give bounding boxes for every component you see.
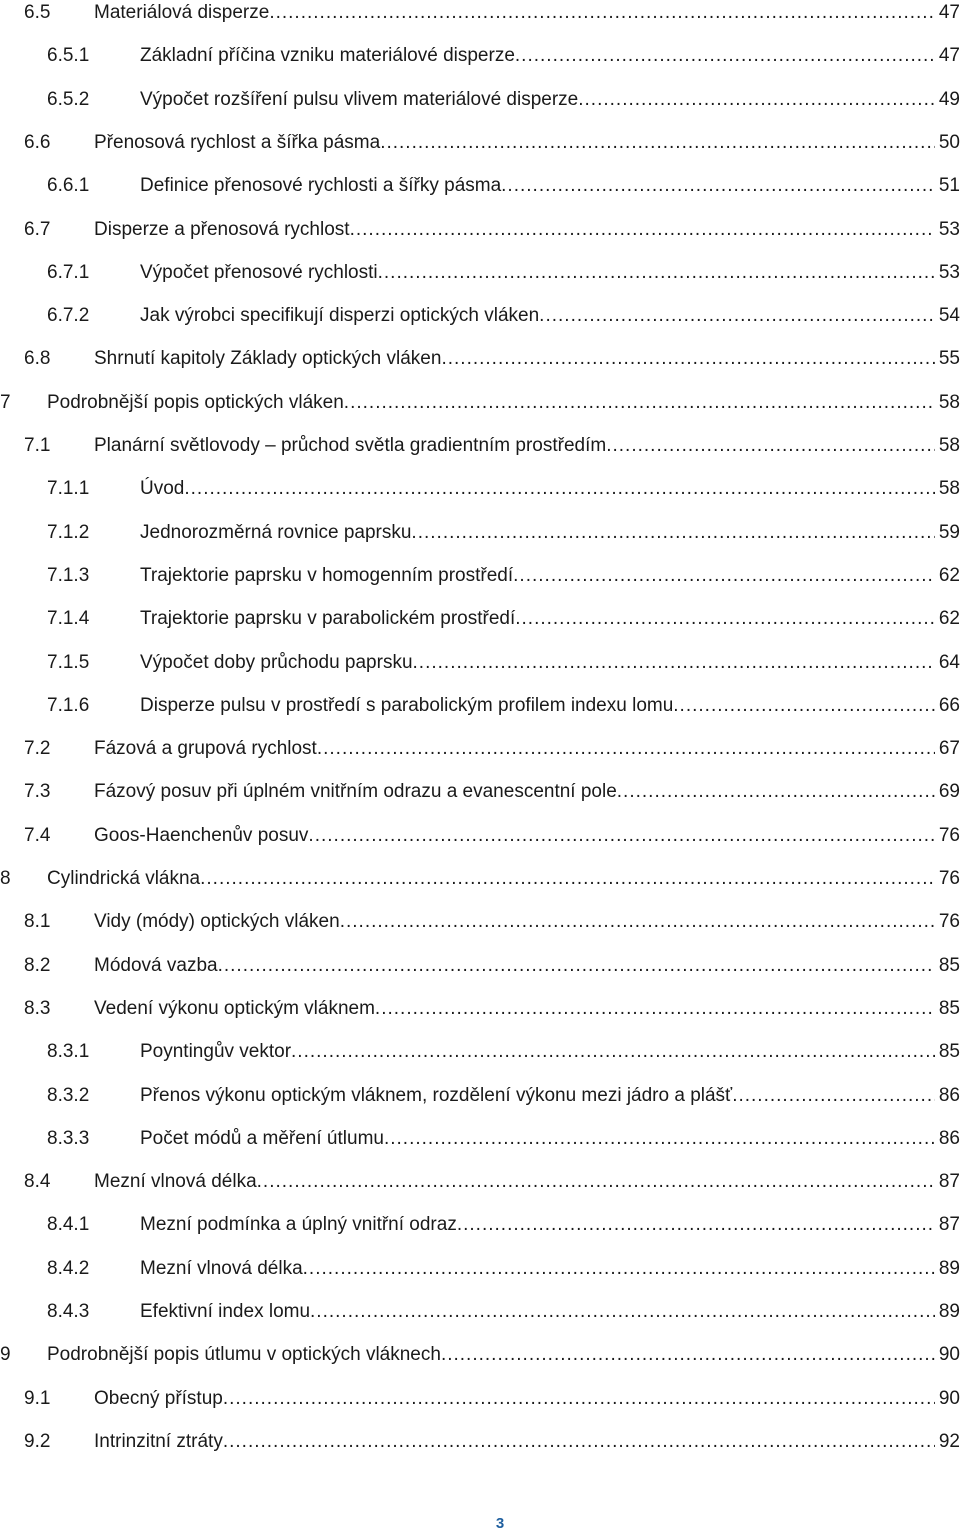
toc-entry-title: Výpočet rozšíření pulsu vlivem materiálové disperze	[140, 88, 579, 110]
dot-leader	[513, 561, 935, 591]
toc-entry-title: Trajektorie paprsku v parabolickém prostředí	[140, 608, 516, 630]
toc-entry-line	[94, 734, 960, 764]
toc-entry[interactable]	[0, 907, 960, 937]
dot-leader	[501, 171, 935, 201]
toc-entry-number: 7.1.5	[47, 651, 90, 673]
dot-leader	[539, 301, 935, 331]
dot-leader	[673, 691, 935, 721]
toc-entry-line	[140, 41, 960, 71]
toc-entry-title: Shrnutí kapitoly Základy optických vláken	[94, 348, 442, 370]
toc-entry-number: 6.8	[24, 348, 51, 370]
dot-leader	[310, 1297, 935, 1327]
dot-leader	[606, 431, 935, 461]
toc-entry-number: 8.4.2	[47, 1257, 90, 1279]
toc-entry-number: 6.6	[24, 131, 51, 153]
toc-entry-line	[140, 561, 960, 591]
toc-entry-number: 9.1	[24, 1387, 51, 1409]
toc-entry-number: 7.1	[24, 435, 51, 456]
toc-entry-page: 85	[938, 1041, 960, 1063]
toc-entry-number: 6.7.1	[47, 261, 90, 283]
toc-entry-title: Úvod	[140, 478, 185, 500]
toc-entry-page: 85	[938, 997, 960, 1019]
toc-entry-title: Materiálová disperze	[94, 2, 270, 23]
toc-entry-title: Jednorozměrná rovnice paprsku	[140, 521, 412, 543]
toc-entry-page: 51	[938, 175, 960, 197]
toc-entry-number: 8.3.3	[47, 1127, 90, 1149]
dot-leader	[384, 1124, 935, 1154]
toc-entry[interactable]	[0, 821, 960, 851]
toc-entry-page: 64	[938, 651, 960, 673]
toc-entry-page: 90	[938, 1387, 960, 1409]
toc-entry-title: Vedení výkonu optickým vláknem	[94, 997, 375, 1019]
toc-entry-title: Výpočet doby průchodu paprsku	[140, 651, 413, 673]
dot-leader	[441, 344, 934, 374]
toc-entry-page: 58	[938, 391, 960, 413]
dot-leader	[375, 994, 935, 1024]
toc-entry-number: 6.7.2	[47, 305, 90, 327]
dot-leader	[578, 85, 935, 115]
toc-entry-title: Výpočet přenosové rychlosti	[140, 261, 378, 283]
toc-entry-number: 7.2	[24, 738, 51, 760]
toc-entry-number: 7.3	[24, 781, 51, 803]
toc-entry-page: 62	[938, 608, 960, 630]
toc-entry-line	[140, 1037, 960, 1067]
toc-entry-number: 7.1.6	[47, 694, 90, 716]
dot-leader	[200, 864, 935, 894]
toc-entry-line	[140, 1254, 960, 1284]
toc-entry-title: Podrobnější popis útlumu v optických vláknech	[47, 1344, 441, 1366]
toc-entry[interactable]	[0, 777, 960, 807]
dot-leader	[441, 1340, 935, 1370]
toc-entry-number: 6.5	[24, 2, 51, 23]
toc-entry[interactable]	[0, 85, 960, 115]
dot-leader	[291, 1037, 935, 1067]
toc-entry[interactable]	[0, 1081, 960, 1111]
dot-leader	[223, 1384, 935, 1414]
toc-entry-page: 76	[938, 824, 960, 846]
toc-entry[interactable]	[0, 648, 960, 678]
toc-entry-number: 6.5.1	[47, 45, 90, 67]
dot-leader	[303, 1254, 935, 1284]
toc-entry[interactable]	[0, 951, 960, 981]
toc-entry[interactable]	[0, 1210, 960, 1240]
toc-entry-title: Definice přenosové rychlosti a šířky pásma	[140, 175, 502, 197]
toc-entry-page: 89	[938, 1301, 960, 1322]
toc-entry-number: 7	[0, 391, 11, 413]
toc-entry-number: 8	[0, 868, 11, 889]
toc-entry-number: 8.2	[24, 954, 51, 976]
toc-entry-number: 9.2	[24, 1430, 51, 1452]
toc-entry-page: 76	[938, 868, 960, 889]
toc-entry-line	[94, 128, 960, 158]
toc-entry-page: 55	[938, 348, 960, 370]
toc-entry-line	[94, 821, 960, 851]
toc-entry-line	[140, 648, 960, 678]
toc-entry-page: 89	[938, 1257, 960, 1279]
toc-entry-number: 8.4	[24, 1171, 51, 1193]
toc-entry-number: 7.4	[24, 824, 51, 846]
toc-entry-line	[94, 344, 960, 374]
toc-entry-title: Přenos výkonu optickým vláknem, rozdělení výkonu mezi jádro a plášť	[140, 1084, 733, 1106]
toc-entry-number: 7.1.2	[47, 521, 90, 543]
toc-entry-line	[140, 474, 960, 504]
toc-entry[interactable]	[0, 518, 960, 548]
toc-entry-line	[140, 171, 960, 201]
toc-entry-line	[140, 1081, 960, 1111]
toc-entry[interactable]	[0, 388, 960, 418]
toc-entry-page: 76	[938, 911, 960, 933]
toc-entry[interactable]	[0, 474, 960, 504]
dot-leader	[257, 1167, 935, 1197]
toc-entry[interactable]	[0, 1254, 960, 1284]
toc-entry-title: Efektivní index lomu	[140, 1301, 311, 1322]
toc-entry-page: 87	[938, 1214, 960, 1236]
toc-entry[interactable]	[0, 301, 960, 331]
toc-entry-page: 69	[938, 781, 960, 803]
toc-entry[interactable]	[0, 1037, 960, 1067]
toc-entry[interactable]	[0, 604, 960, 634]
toc-entry-title: Přenosová rychlost a šířka pásma	[94, 131, 381, 153]
dot-leader	[184, 474, 935, 504]
toc-entry-title: Trajektorie paprsku v homogenním prostředí	[140, 564, 514, 586]
toc-entry-title: Jak výrobci specifikují disperzi optických vláken	[140, 305, 540, 327]
toc-entry-number: 8.4.3	[47, 1301, 90, 1322]
toc-entry[interactable]	[0, 431, 960, 461]
toc-entry-line	[140, 691, 960, 721]
toc-entry-number: 7.1.3	[47, 564, 90, 586]
dot-leader	[317, 734, 935, 764]
toc-entry-page: 49	[938, 88, 960, 110]
toc-entry[interactable]	[0, 258, 960, 288]
toc-entry-number: 6.7	[24, 218, 51, 240]
toc-entry[interactable]	[0, 734, 960, 764]
toc-entry-number: 7.1.4	[47, 608, 90, 630]
toc-entry[interactable]	[0, 1427, 960, 1457]
toc-entry-line	[94, 1427, 960, 1457]
dot-leader	[732, 1081, 935, 1111]
toc-entry[interactable]	[0, 691, 960, 721]
toc-entry-number: 7.1.1	[47, 478, 90, 500]
toc-entry-line	[140, 1124, 960, 1154]
toc-entry[interactable]	[0, 41, 960, 71]
toc-entry-line	[94, 1167, 960, 1197]
dot-leader	[411, 518, 934, 548]
toc-entry-page: 86	[938, 1084, 960, 1106]
toc-entry-number: 8.3	[24, 997, 51, 1019]
toc-entry-page: 67	[938, 738, 960, 760]
toc-entry-page: 50	[938, 131, 960, 153]
toc-entry[interactable]	[0, 0, 960, 28]
toc-entry[interactable]	[0, 1124, 960, 1154]
toc-entry[interactable]	[0, 1384, 960, 1414]
toc-entry-page: 53	[938, 261, 960, 283]
toc-entry-page: 53	[938, 218, 960, 240]
dot-leader	[617, 777, 935, 807]
toc-entry-number: 9	[0, 1344, 11, 1366]
toc-entry-number: 6.5.2	[47, 88, 90, 110]
toc-entry-line	[140, 1297, 960, 1327]
toc-entry[interactable]	[0, 215, 960, 245]
toc-entry-number: 8.3.1	[47, 1041, 90, 1063]
toc-entry-line	[140, 258, 960, 288]
toc-entry-line	[94, 215, 960, 245]
toc-entry-line	[140, 518, 960, 548]
toc-entry-title: Počet módů a měření útlumu	[140, 1127, 384, 1149]
toc-entry-line	[140, 1210, 960, 1240]
toc-entry-title: Mezní vlnová délka	[94, 1171, 257, 1193]
toc-entry-line	[94, 907, 960, 937]
toc-entry-title: Vidy (módy) optických vláken	[94, 911, 340, 933]
toc-entry[interactable]	[0, 561, 960, 591]
toc-entry-line	[47, 388, 960, 418]
toc-entry[interactable]	[0, 1167, 960, 1197]
toc-entry[interactable]	[0, 344, 960, 374]
toc-entry-title: Mezní vlnová délka	[140, 1257, 303, 1279]
toc-entry-page: 54	[938, 305, 960, 327]
toc-entry-line	[94, 431, 960, 461]
toc-entry-page: 58	[938, 478, 960, 500]
toc-entry-page: 86	[938, 1127, 960, 1149]
toc-entry-title: Cylindrická vlákna	[47, 868, 201, 889]
toc-entry[interactable]	[0, 1297, 960, 1327]
dot-leader	[269, 0, 935, 28]
dot-leader	[344, 388, 935, 418]
dot-leader	[380, 128, 935, 158]
toc-entry-line	[94, 994, 960, 1024]
toc-entry-line	[47, 864, 960, 894]
toc-entry-number: 8.4.1	[47, 1214, 90, 1236]
dot-leader	[340, 907, 935, 937]
toc-entry[interactable]	[0, 994, 960, 1024]
dot-leader	[413, 648, 935, 678]
toc-entry-line	[94, 0, 960, 28]
toc-entry-title: Obecný přístup	[94, 1387, 223, 1409]
toc-entry-line	[47, 1340, 960, 1370]
dot-leader	[223, 1427, 935, 1457]
toc-entry-title: Disperze a přenosová rychlost	[94, 218, 350, 240]
toc-entry-number: 8.1	[24, 911, 51, 933]
toc-entry-page: 85	[938, 954, 960, 976]
dot-leader	[515, 604, 935, 634]
toc-entry-title: Disperze pulsu v prostředí s parabolickým profilem indexu lomu	[140, 694, 674, 716]
toc-entry-page: 58	[938, 435, 960, 456]
toc-entry-title: Základní příčina vzniku materiálové disperze	[140, 45, 515, 67]
toc-entry-page: 59	[938, 521, 960, 543]
toc-entry-title: Intrinzitní ztráty	[94, 1430, 223, 1452]
toc-entry-page: 47	[938, 2, 960, 23]
toc-entry-title: Goos-Haenchenův posuv	[94, 824, 309, 846]
toc-entry-line	[94, 777, 960, 807]
toc-entry-title: Fázová a grupová rychlost	[94, 738, 317, 760]
page-number: 3	[495, 1515, 505, 1532]
toc-entry-title: Planární světlovody – průchod světla gradientním prostředím	[94, 435, 607, 456]
toc-entry-line	[140, 301, 960, 331]
toc-entry-line	[140, 604, 960, 634]
dot-leader	[378, 258, 935, 288]
dot-leader	[515, 41, 935, 71]
toc-entry[interactable]	[0, 128, 960, 158]
toc-entry-page: 66	[938, 694, 960, 716]
toc-entry-title: Mezní podmínka a úplný vnitřní odraz	[140, 1214, 457, 1236]
toc-entry-line	[140, 85, 960, 115]
toc-entry-line	[94, 951, 960, 981]
toc-entry-title: Poyntingův vektor	[140, 1041, 292, 1063]
toc-entry-number: 6.6.1	[47, 175, 90, 197]
toc-entry-page: 92	[938, 1430, 960, 1452]
toc-entry[interactable]	[0, 864, 960, 894]
toc-entry-number: 8.3.2	[47, 1084, 90, 1106]
dot-leader	[218, 951, 935, 981]
dot-leader	[457, 1210, 935, 1240]
toc-entry[interactable]	[0, 171, 960, 201]
toc-entry-title: Fázový posuv při úplném vnitřním odrazu a evanescentní pole	[94, 781, 617, 803]
dot-leader	[308, 821, 934, 851]
toc-entry-page: 87	[938, 1171, 960, 1193]
toc-entry-page: 62	[938, 564, 960, 586]
toc-entry[interactable]	[0, 1340, 960, 1370]
toc-entry-title: Módová vazba	[94, 954, 218, 976]
toc-entry-page: 47	[938, 45, 960, 67]
toc-entry-line	[94, 1384, 960, 1414]
toc-entry-page: 90	[938, 1344, 960, 1366]
toc-entry-title: Podrobnější popis optických vláken	[47, 391, 344, 413]
dot-leader	[350, 215, 935, 245]
